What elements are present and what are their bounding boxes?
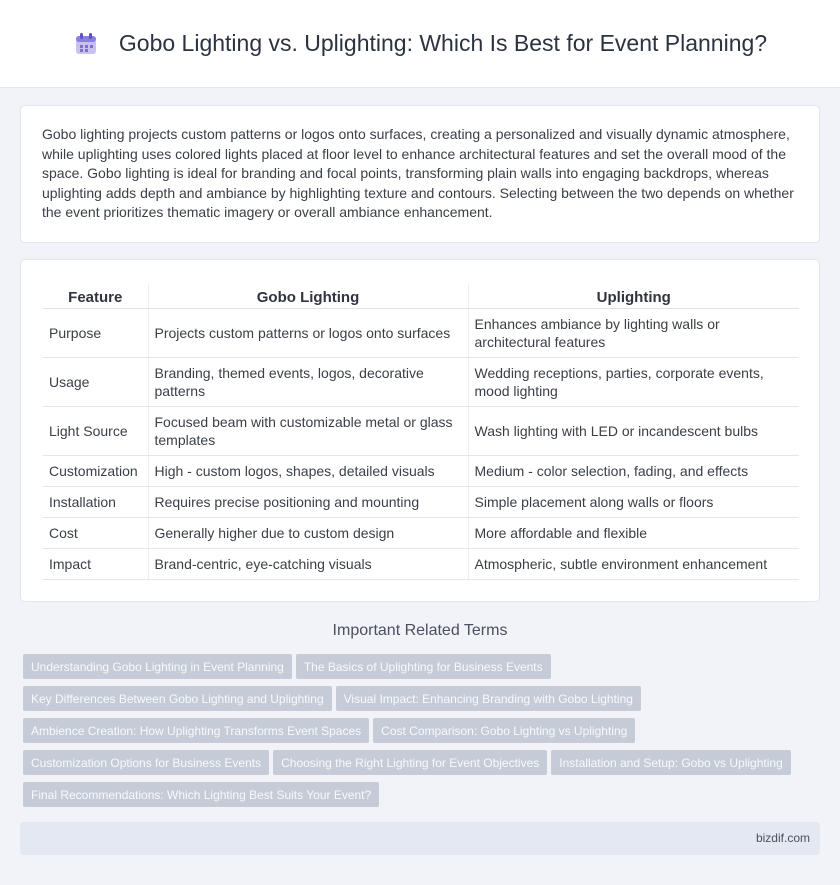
related-term-link[interactable]: Choosing the Right Lighting for Event Objectives — [273, 750, 547, 775]
cell-uplighting: More affordable and flexible — [468, 517, 799, 548]
related-terms-list — [23, 654, 823, 814]
related-term-link[interactable]: Visual Impact: Enhancing Branding with Gobo Lighting — [336, 686, 641, 711]
page-title: Gobo Lighting vs. Uplighting: Which Is Best for Event Planning? — [118, 30, 768, 56]
page-footer — [20, 822, 820, 855]
cell-feature: Purpose — [43, 308, 148, 357]
cell-feature: Impact — [43, 548, 148, 579]
table-row — [43, 406, 799, 455]
footer-site-link[interactable]: bizdif.com — [755, 831, 810, 845]
cell-uplighting: Medium - color selection, fading, and effects — [468, 455, 799, 486]
table-row — [43, 548, 799, 579]
related-term-link[interactable]: Installation and Setup: Gobo vs Uplighting — [551, 750, 790, 775]
related-term-link[interactable]: Understanding Gobo Lighting in Event Planning — [23, 654, 292, 679]
table-row — [43, 308, 799, 357]
related-term-link[interactable]: Final Recommendations: Which Lighting Best Suits Your Event? — [23, 782, 379, 807]
comparison-card — [20, 259, 820, 602]
cell-gobo: Brand-centric, eye-catching visuals — [148, 548, 468, 579]
header-feature: Feature — [43, 284, 148, 308]
cell-uplighting: Atmospheric, subtle environment enhancement — [468, 548, 799, 579]
comparison-table — [43, 284, 799, 580]
page-header — [0, 0, 840, 88]
cell-gobo: Focused beam with customizable metal or glass templates — [148, 406, 468, 455]
header-gobo: Gobo Lighting — [148, 284, 468, 308]
intro-card — [20, 105, 820, 243]
related-term-link[interactable]: The Basics of Uplighting for Business Events — [296, 654, 551, 679]
cell-uplighting: Wedding receptions, parties, corporate events, mood lighting — [468, 357, 799, 406]
cell-gobo: Generally higher due to custom design — [148, 517, 468, 548]
cell-uplighting: Simple placement along walls or floors — [468, 486, 799, 517]
table-row — [43, 357, 799, 406]
cell-feature: Light Source — [43, 406, 148, 455]
cell-uplighting: Wash lighting with LED or incandescent bulbs — [468, 406, 799, 455]
header-uplighting: Uplighting — [468, 284, 799, 308]
table-row — [43, 517, 799, 548]
cell-feature: Installation — [43, 486, 148, 517]
table-row — [43, 455, 799, 486]
cell-feature: Usage — [43, 357, 148, 406]
related-term-link[interactable]: Key Differences Between Gobo Lighting and Uplighting — [23, 686, 332, 711]
cell-feature: Customization — [43, 455, 148, 486]
cell-gobo: Projects custom patterns or logos onto surfaces — [148, 308, 468, 357]
cell-gobo: High - custom logos, shapes, detailed visuals — [148, 455, 468, 486]
related-term-link[interactable]: Customization Options for Business Events — [23, 750, 269, 775]
table-row — [43, 486, 799, 517]
related-term-link[interactable]: Ambience Creation: How Uplighting Transforms Event Spaces — [23, 718, 369, 743]
related-term-link[interactable]: Cost Comparison: Gobo Lighting vs Uplighting — [373, 718, 635, 743]
cell-uplighting: Enhances ambiance by lighting walls or architectural features — [468, 308, 799, 357]
intro-text: Gobo lighting projects custom patterns or logos onto surfaces, creating a personalized and visually dynamic atmosphere, while uplighting uses colored lights placed at floor level to enhance architectural features and set the overall mood of the space. Gobo lighting is ideal for branding and focal points, transforming plain walls into engaging backdrops, whereas uplighting adds depth and ambiance by highlighting texture and contours. Selecting between the two depends on whether the event prioritizes thematic imagery or overall ambiance enhancement. — [42, 126, 794, 220]
calendar-icon — [73, 31, 99, 57]
cell-feature: Cost — [43, 517, 148, 548]
cell-gobo: Requires precise positioning and mounting — [148, 486, 468, 517]
cell-gobo: Branding, themed events, logos, decorative patterns — [148, 357, 468, 406]
related-terms-title: Important Related Terms — [332, 622, 508, 639]
table-header-row — [43, 284, 799, 308]
